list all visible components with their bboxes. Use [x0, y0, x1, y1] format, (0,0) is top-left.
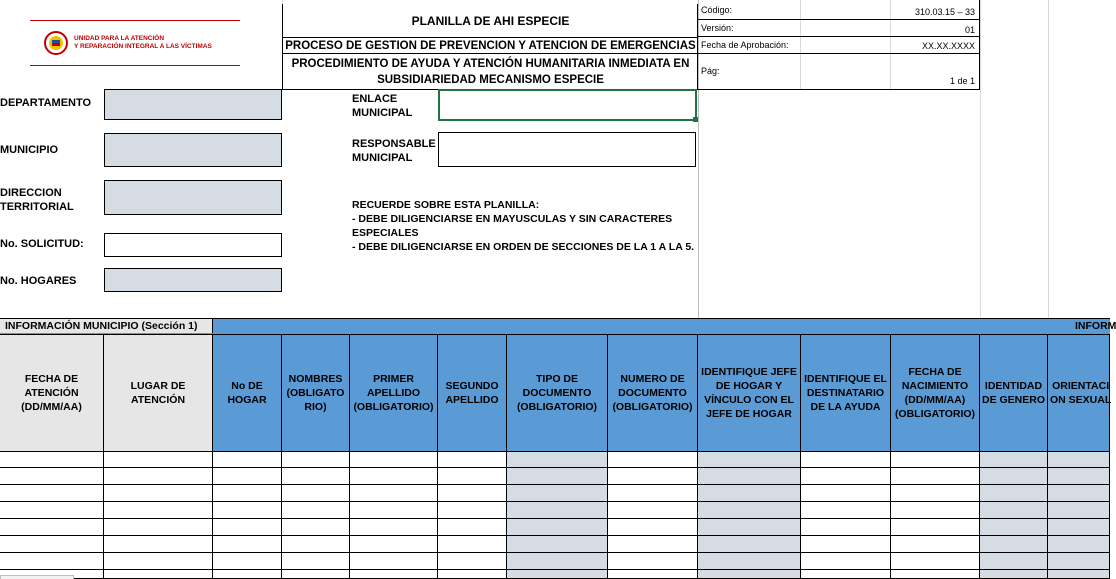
table-cell[interactable] [507, 536, 608, 553]
table-cell[interactable] [1048, 536, 1110, 553]
table-cell[interactable] [507, 502, 608, 519]
fecha-aprobacion-value: XX.XX.XXXX [921, 41, 975, 51]
table-cell[interactable] [980, 452, 1048, 468]
column-header-line: (OBLIGATORIO) [894, 408, 976, 420]
table-cell[interactable] [438, 452, 507, 468]
table-cell[interactable] [213, 536, 282, 553]
enlace-municipal-label: ENLACE MUNICIPAL [352, 93, 413, 119]
table-cell[interactable] [350, 553, 438, 570]
table-cell[interactable] [1048, 570, 1110, 579]
table-cell[interactable] [282, 519, 350, 536]
table-row [0, 570, 1110, 579]
table-cell[interactable] [801, 485, 891, 502]
codigo-value: 310.03.15 – 33 [914, 7, 975, 17]
pag-value: 1 de 1 [949, 76, 975, 86]
column-header-line: (OBLIGATORIO) [612, 401, 693, 413]
table-cell[interactable] [891, 502, 980, 519]
solicitud-input[interactable] [104, 233, 282, 257]
column-header-5 [350, 335, 438, 452]
table-cell[interactable] [1048, 553, 1110, 570]
direccion-territorial-input[interactable] [104, 180, 282, 215]
page-title: PLANILLA DE AHI ESPECIE [411, 13, 570, 28]
fill-handle[interactable] [693, 117, 698, 122]
table-cell[interactable] [213, 485, 282, 502]
table-cell[interactable] [104, 502, 213, 519]
version-value: 01 [964, 25, 975, 35]
table-cell[interactable] [438, 468, 507, 485]
table-cell[interactable] [698, 452, 801, 468]
table-cell[interactable] [608, 570, 698, 579]
direccion-territorial-label: DIRECCION TERRITORIAL [0, 187, 74, 213]
column-header-line: NOMBRES [288, 373, 343, 385]
table-cell[interactable] [698, 553, 801, 570]
departamento-input[interactable] [104, 89, 282, 120]
table-cell[interactable] [891, 468, 980, 485]
table-cell[interactable] [801, 502, 891, 519]
table-row [0, 502, 1110, 519]
table-cell[interactable] [608, 452, 698, 468]
table-cell[interactable] [213, 553, 282, 570]
table-cell[interactable] [698, 519, 801, 536]
table-cell[interactable] [980, 485, 1048, 502]
table-cell[interactable] [350, 468, 438, 485]
table-cell[interactable] [801, 468, 891, 485]
table-cell[interactable] [507, 485, 608, 502]
table-cell[interactable] [104, 485, 213, 502]
table-cell[interactable] [350, 502, 438, 519]
table-cell[interactable] [0, 536, 104, 553]
table-cell[interactable] [0, 452, 104, 468]
column-header-line: APELLIDO [445, 394, 499, 406]
table-cell[interactable] [282, 468, 350, 485]
table-cell[interactable] [801, 452, 891, 468]
column-header-line: (OBLIGATO [286, 387, 345, 399]
table-cell[interactable] [438, 485, 507, 502]
column-header-8 [608, 335, 698, 452]
table-cell[interactable] [608, 502, 698, 519]
table-row [0, 519, 1110, 536]
table-cell[interactable] [980, 536, 1048, 553]
responsable-municipal-label: RESPONSABLE MUNICIPAL [352, 138, 436, 164]
table-cell[interactable] [350, 536, 438, 553]
column-header-line: APELLIDO [366, 387, 421, 399]
table-cell[interactable] [980, 468, 1048, 485]
column-header-line: ON SEXUAL [1050, 394, 1112, 406]
table-cell[interactable] [891, 485, 980, 502]
column-header-line: NACIMIENTO [901, 380, 969, 392]
table-cell[interactable] [801, 570, 891, 579]
planilla-notes: RECUERDE SOBRE ESTA PLANILLA: - DEBE DILIGENCIARSE EN MAYUSCULAS Y SIN CARACTERES ESPECIALES - DEBE DILIGENCIARSE EN ORDEN DE SECCIONES DE LA 1 A LA 5. [352, 199, 695, 253]
section-bar [0, 318, 1116, 335]
table-cell[interactable] [282, 485, 350, 502]
table-cell[interactable] [891, 570, 980, 579]
table-cell[interactable] [507, 553, 608, 570]
hogares-input[interactable] [104, 268, 282, 292]
column-header-12 [980, 335, 1048, 452]
column-header-line: NUMERO DE [620, 373, 685, 385]
column-header-line: FECHA DE [24, 373, 79, 385]
table-cell[interactable] [1048, 502, 1110, 519]
table-cell[interactable] [801, 536, 891, 553]
table-row [0, 468, 1110, 485]
hogares-label: No. HOGARES [0, 275, 77, 287]
column-header-6 [438, 335, 507, 452]
column-header-11 [891, 335, 980, 452]
table-cell[interactable] [507, 468, 608, 485]
column-header-line: IDENTIFIQUE JEFE [701, 366, 797, 378]
table-cell[interactable] [282, 553, 350, 570]
column-header-line: JEFE DE HOGAR [706, 408, 792, 420]
table-cell[interactable] [104, 519, 213, 536]
table-cell[interactable] [891, 553, 980, 570]
column-header-7 [507, 335, 608, 452]
column-header-line: TIPO DE [535, 373, 578, 385]
procedure-line2: SUBSIDIARIEDAD MECANISMO ESPECIE [377, 74, 604, 86]
title-box [282, 4, 698, 90]
table-cell[interactable] [282, 570, 350, 579]
version-label: Versión: [701, 23, 734, 33]
codigo-label: Código: [701, 5, 733, 15]
column-header-1 [0, 335, 104, 452]
logo-text-line2: Y REPARACIÓN INTEGRAL A LAS VÍCTIMAS [74, 43, 212, 50]
table-cell[interactable] [213, 570, 282, 579]
column-header-line: FECHA DE [908, 366, 962, 378]
table-cell[interactable] [104, 553, 213, 570]
logo-text-line1: UNIDAD PARA LA ATENCIÓN [74, 35, 165, 42]
table-cell[interactable] [350, 452, 438, 468]
table-cell[interactable] [438, 519, 507, 536]
colombia-seal-icon [44, 31, 68, 55]
table-cell[interactable] [801, 519, 891, 536]
column-header-line: DOCUMENTO [618, 387, 687, 399]
municipio-label: MUNICIPIO [0, 144, 59, 156]
column-header-line: VÍNCULO CON EL [704, 394, 794, 406]
municipio-input[interactable] [104, 133, 282, 167]
table-row [0, 452, 1110, 468]
column-header-line: DE GENERO [982, 394, 1046, 406]
table-row [0, 485, 1110, 502]
column-header-line: (OBLIGATORIO) [516, 401, 598, 413]
data-table [0, 452, 1110, 579]
column-header-line: HOGAR [227, 394, 267, 406]
table-cell[interactable] [1048, 485, 1110, 502]
meta-box [698, 0, 980, 90]
enlace-municipal-input[interactable] [438, 89, 697, 121]
section2-title-partial: INFORM [1075, 320, 1116, 332]
column-header-line: IDENTIDAD [984, 380, 1043, 392]
table-cell[interactable] [698, 536, 801, 553]
table-cell[interactable] [350, 519, 438, 536]
responsable-municipal-input[interactable] [438, 132, 696, 167]
table-cell[interactable] [438, 502, 507, 519]
table-cell[interactable] [608, 468, 698, 485]
column-header-line: ATENCIÓN [24, 387, 79, 399]
table-cell[interactable] [891, 536, 980, 553]
table-cell[interactable] [698, 468, 801, 485]
table-cell[interactable] [282, 502, 350, 519]
table-cell[interactable] [104, 536, 213, 553]
column-header-line: RIO) [304, 401, 327, 413]
table-cell[interactable] [891, 452, 980, 468]
column-header-row [0, 335, 1110, 452]
fecha-aprobacion-label: Fecha de Aprobación: [701, 40, 789, 50]
pag-label: Pág: [701, 66, 720, 76]
table-cell[interactable] [104, 452, 213, 468]
column-header-line: PRIMER [373, 373, 414, 385]
table-cell[interactable] [980, 553, 1048, 570]
process-name: PROCESO DE GESTION DE PREVENCION Y ATENCION DE EMERGENCIAS [285, 39, 696, 52]
table-cell[interactable] [980, 502, 1048, 519]
table-cell[interactable] [213, 502, 282, 519]
table-cell[interactable] [698, 570, 801, 579]
logo [30, 20, 240, 66]
procedure-line1: PROCEDIMIENTO DE AYUDA Y ATENCIÓN HUMANITARIA INMEDIATA EN [291, 58, 690, 70]
sheet-tab[interactable] [0, 575, 74, 579]
table-cell[interactable] [0, 485, 104, 502]
column-header-line: (OBLIGATORIO) [353, 401, 434, 413]
column-header-line: (DD/MM/AA) [904, 394, 966, 406]
column-header-10 [801, 335, 891, 452]
table-cell[interactable] [282, 452, 350, 468]
column-header-4 [282, 335, 350, 452]
table-cell[interactable] [608, 519, 698, 536]
column-header-line: DE HOGAR Y [715, 380, 783, 392]
table-cell[interactable] [698, 485, 801, 502]
solicitud-label: No. SOLICITUD: [0, 238, 84, 250]
table-cell[interactable] [507, 519, 608, 536]
table-cell[interactable] [507, 452, 608, 468]
column-header-line: ORIENTACI [1052, 380, 1110, 392]
column-header-line: ATENCIÓN [130, 394, 186, 406]
table-cell[interactable] [438, 570, 507, 579]
table-cell[interactable] [608, 553, 698, 570]
table-cell[interactable] [891, 519, 980, 536]
column-header-9 [698, 335, 801, 452]
column-header-line: No DE [231, 380, 263, 392]
table-cell[interactable] [0, 502, 104, 519]
table-cell[interactable] [438, 553, 507, 570]
table-cell[interactable] [1048, 452, 1110, 468]
table-cell[interactable] [698, 502, 801, 519]
column-header-2 [104, 335, 213, 452]
table-cell[interactable] [350, 570, 438, 579]
table-cell[interactable] [213, 519, 282, 536]
table-cell[interactable] [0, 553, 104, 570]
table-cell[interactable] [1048, 468, 1110, 485]
table-cell[interactable] [282, 536, 350, 553]
table-cell[interactable] [801, 553, 891, 570]
column-header-line: IDENTIFIQUE EL [804, 373, 887, 385]
table-cell[interactable] [608, 485, 698, 502]
column-header-line: DE LA AYUDA [810, 401, 881, 413]
table-cell[interactable] [104, 468, 213, 485]
column-header-line: LUGAR DE [130, 380, 186, 392]
table-cell[interactable] [980, 519, 1048, 536]
table-cell[interactable] [0, 519, 104, 536]
column-header-line: DOCUMENTO [522, 387, 592, 399]
column-header-3 [213, 335, 282, 452]
column-header-line: (DD/MM/AA) [21, 401, 82, 413]
table-cell[interactable] [213, 468, 282, 485]
table-cell[interactable] [0, 468, 104, 485]
table-row [0, 553, 1110, 570]
table-cell[interactable] [608, 536, 698, 553]
column-header-line: SEGUNDO [445, 380, 499, 392]
table-row [0, 536, 1110, 553]
section1-title: INFORMACIÓN MUNICIPIO (Sección 1) [5, 320, 198, 332]
table-cell[interactable] [507, 570, 608, 579]
table-cell[interactable] [104, 570, 213, 579]
table-cell[interactable] [438, 536, 507, 553]
column-header-13 [1048, 335, 1110, 452]
table-cell[interactable] [350, 485, 438, 502]
column-header-line: DESTINATARIO [806, 387, 885, 399]
table-cell[interactable] [213, 452, 282, 468]
table-cell[interactable] [980, 570, 1048, 579]
departamento-label: DEPARTAMENTO [0, 97, 92, 109]
table-cell[interactable] [1048, 519, 1110, 536]
